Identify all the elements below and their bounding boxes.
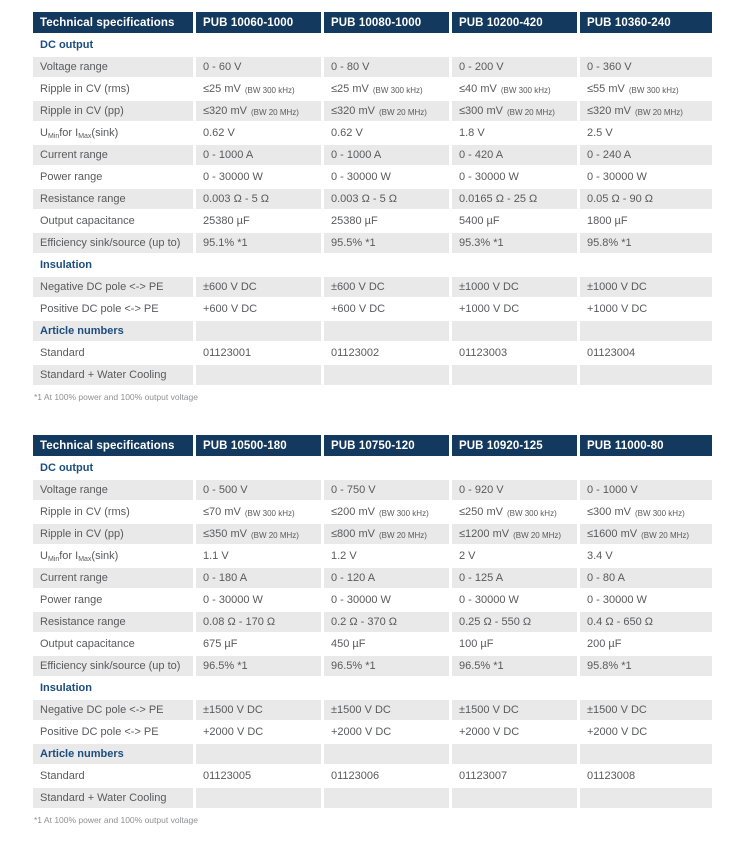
- spec-value: ≤25 mV (BW 300 kHz): [203, 83, 295, 95]
- section-filler-cell: [196, 255, 321, 275]
- spec-value: [196, 365, 321, 385]
- section-filler-cell: [196, 678, 321, 698]
- spec-row: [33, 277, 712, 297]
- spec-label: Efficiency sink/source (up to): [33, 656, 193, 676]
- spec-value: 0.4 Ω - 650 Ω: [580, 612, 712, 632]
- spec-label: Standard + Water Cooling: [33, 365, 193, 385]
- bandwidth-note: (BW 20 MHz): [378, 107, 427, 117]
- spec-value: 0 - 500 V: [196, 480, 321, 500]
- spec-value: 96.5% *1: [196, 656, 321, 676]
- spec-row: [33, 145, 712, 165]
- spec-row: [33, 57, 712, 77]
- table-gap: [33, 402, 712, 435]
- section-filler-cell: [324, 678, 449, 698]
- spec-value: 0 - 1000 V: [580, 480, 712, 500]
- spec-value: 0 - 200 V: [452, 57, 577, 77]
- spec-label: Ripple in CV (pp): [33, 101, 193, 121]
- model-column-header: PUB 10500-180: [196, 435, 321, 456]
- table-header-row: [33, 435, 712, 456]
- spec-value: 01123007: [459, 770, 508, 782]
- spec-value: ±1000 V DC: [452, 277, 577, 297]
- spec-value: ≤320 mV (BW 20 MHz): [580, 101, 712, 121]
- section-filler-cell: [196, 744, 321, 764]
- bandwidth-note: (BW 300 kHz): [244, 508, 295, 518]
- spec-value: [580, 365, 712, 385]
- spec-value: [452, 788, 577, 808]
- spec-label: Current range: [33, 568, 193, 588]
- section-row: [33, 744, 712, 764]
- section-filler-cell: [196, 35, 321, 55]
- spec-value: 0 - 80 V: [324, 57, 449, 77]
- section-row: [33, 321, 712, 341]
- spec-row: [33, 299, 712, 319]
- spec-label: Positive DC pole <-> PE: [40, 726, 159, 738]
- spec-value: 200 µF: [587, 638, 622, 650]
- section-filler-cell: [324, 458, 449, 478]
- spec-value: 0 - 180 A: [196, 568, 321, 588]
- section-filler-cell: [580, 35, 712, 55]
- model-column-header: PUB 11000-80: [580, 435, 712, 456]
- spec-value: 0 - 1000 A: [196, 145, 321, 165]
- spec-value: 0 - 30000 W: [203, 594, 263, 606]
- model-column-header: PUB 10200-420: [452, 12, 577, 33]
- bandwidth-note: (BW 300 kHz): [506, 508, 557, 518]
- section-filler-cell: [452, 255, 577, 275]
- spec-value: ±600 V DC: [196, 277, 321, 297]
- spec-row: [33, 123, 712, 143]
- spec-value: +2000 V DC: [203, 726, 264, 738]
- spec-value: 0 - 30000 W: [203, 171, 263, 183]
- spec-label: Resistance range: [33, 612, 193, 632]
- section-row: [33, 678, 712, 698]
- spec-table-1: [33, 12, 712, 385]
- spec-value: 0 - 30000 W: [459, 594, 519, 606]
- spec-row: [33, 480, 712, 500]
- spec-value: 0 - 30000 W: [587, 594, 647, 606]
- model-column-header: PUB 10360-240: [580, 12, 712, 33]
- spec-value: 0 - 80 A: [580, 568, 712, 588]
- spec-value: 0 - 120 A: [324, 568, 449, 588]
- spec-value: 01123002: [331, 347, 380, 359]
- spec-value: ≤250 mV (BW 300 kHz): [459, 506, 557, 518]
- spec-value: 95.8% *1: [580, 656, 712, 676]
- section-filler-cell: [452, 458, 577, 478]
- section-title: Insulation: [40, 259, 92, 271]
- table-title: Technical specifications: [33, 12, 193, 33]
- spec-value: +1000 V DC: [587, 303, 648, 315]
- spec-label: Standard: [40, 347, 85, 359]
- spec-value: ≤300 mV (BW 20 MHz): [452, 101, 577, 121]
- spec-value: 0.003 Ω - 5 Ω: [324, 189, 449, 209]
- spec-label: U $_{Min}$ for I $_{Max}$ (sink): [40, 550, 119, 563]
- spec-value: 95.8% *1: [580, 233, 712, 253]
- spec-value: ≤200 mV (BW 300 kHz): [331, 506, 429, 518]
- spec-value: 2.5 V: [587, 127, 613, 139]
- spec-label: Output capacitance: [40, 215, 135, 227]
- bandwidth-note: (BW 20 MHz): [506, 107, 555, 117]
- spec-value: ±600 V DC: [324, 277, 449, 297]
- section-title: Insulation: [40, 682, 92, 694]
- spec-value: 0.62 V: [331, 127, 363, 139]
- spec-value: +2000 V DC: [587, 726, 648, 738]
- section-filler-cell: [452, 744, 577, 764]
- spec-label: Voltage range: [33, 57, 193, 77]
- spec-value: ≤70 mV (BW 300 kHz): [203, 506, 295, 518]
- spec-value: 01123003: [459, 347, 508, 359]
- spec-value: 0 - 920 V: [452, 480, 577, 500]
- spec-label: Resistance range: [33, 189, 193, 209]
- spec-value: 100 µF: [459, 638, 494, 650]
- spec-value: [196, 788, 321, 808]
- spec-value: 01123005: [203, 770, 252, 782]
- spec-value: ≤1600 mV (BW 20 MHz): [580, 524, 712, 544]
- table-header-row: [33, 12, 712, 33]
- section-filler-cell: [580, 321, 712, 341]
- spec-label: Ripple in CV (rms): [40, 83, 130, 95]
- bandwidth-note: (BW 300 kHz): [378, 508, 429, 518]
- section-title: Article numbers: [33, 321, 193, 341]
- spec-value: 0.05 Ω - 90 Ω: [580, 189, 712, 209]
- spec-label: Positive DC pole <-> PE: [40, 303, 159, 315]
- spec-value: ≤320 mV (BW 20 MHz): [324, 101, 449, 121]
- spec-value: ≤40 mV (BW 300 kHz): [459, 83, 551, 95]
- section-filler-cell: [324, 255, 449, 275]
- spec-value: ≤800 mV (BW 20 MHz): [324, 524, 449, 544]
- spec-row: [33, 568, 712, 588]
- spec-value: ±1000 V DC: [580, 277, 712, 297]
- spec-row: [33, 502, 712, 522]
- spec-label: Standard: [40, 770, 85, 782]
- spec-value: 3.4 V: [587, 550, 613, 562]
- spec-label: Ripple in CV (pp): [33, 524, 193, 544]
- section-filler-cell: [196, 321, 321, 341]
- spec-value: ≤25 mV (BW 300 kHz): [331, 83, 423, 95]
- spec-value: 01123001: [203, 347, 252, 359]
- spec-value: 2 V: [459, 550, 476, 562]
- spec-row: [33, 365, 712, 385]
- spec-value: 96.5% *1: [324, 656, 449, 676]
- spec-value: 01123004: [587, 347, 636, 359]
- spec-row: [33, 189, 712, 209]
- model-column-header: PUB 10080-1000: [324, 12, 449, 33]
- model-column-header: PUB 10750-120: [324, 435, 449, 456]
- section-title: DC output: [40, 462, 94, 474]
- spec-value: +600 V DC: [331, 303, 386, 315]
- spec-row: [33, 167, 712, 187]
- bandwidth-note: (BW 20 MHz): [378, 530, 427, 540]
- spec-value: 0 - 360 V: [580, 57, 712, 77]
- spec-value: 0 - 30000 W: [331, 171, 391, 183]
- spec-value: +600 V DC: [203, 303, 258, 315]
- spec-label: Negative DC pole <-> PE: [33, 700, 193, 720]
- section-filler-cell: [324, 744, 449, 764]
- spec-value: ≤320 mV (BW 20 MHz): [196, 101, 321, 121]
- spec-value: 0 - 30000 W: [459, 171, 519, 183]
- spec-label: U $_{Min}$ for I $_{Max}$ (sink): [40, 127, 119, 140]
- spec-label: Efficiency sink/source (up to): [33, 233, 193, 253]
- spec-value: 0.08 Ω - 170 Ω: [196, 612, 321, 632]
- spec-value: 96.5% *1: [452, 656, 577, 676]
- spec-value: 01123006: [331, 770, 380, 782]
- spec-value: 0 - 125 A: [452, 568, 577, 588]
- spec-value: 1.1 V: [203, 550, 229, 562]
- spec-value: 1.8 V: [459, 127, 485, 139]
- spec-label: Power range: [40, 594, 103, 606]
- bandwidth-note: (BW 20 MHz): [634, 107, 683, 117]
- spec-table-2: [33, 435, 712, 808]
- section-filler-cell: [580, 678, 712, 698]
- spec-value: ≤1200 mV (BW 20 MHz): [452, 524, 577, 544]
- spec-value: 95.3% *1: [452, 233, 577, 253]
- spec-value: 95.1% *1: [196, 233, 321, 253]
- spec-value: 5400 µF: [459, 215, 500, 227]
- spec-value: 95.5% *1: [324, 233, 449, 253]
- bandwidth-note: (BW 300 kHz): [244, 85, 295, 95]
- spec-value: [324, 788, 449, 808]
- section-filler-cell: [324, 35, 449, 55]
- bandwidth-note: (BW 300 kHz): [634, 508, 685, 518]
- bandwidth-note: (BW 300 kHz): [500, 85, 551, 95]
- spec-row: [33, 524, 712, 544]
- spec-row: [33, 612, 712, 632]
- spec-value: 01123008: [587, 770, 636, 782]
- spec-value: 0.62 V: [203, 127, 235, 139]
- spec-value: ≤300 mV (BW 300 kHz): [587, 506, 685, 518]
- spec-row: [33, 233, 712, 253]
- spec-row: [33, 656, 712, 676]
- model-column-header: PUB 10060-1000: [196, 12, 321, 33]
- spec-value: ≤55 mV (BW 300 kHz): [587, 83, 679, 95]
- spec-value: 0 - 1000 A: [324, 145, 449, 165]
- spec-label: Negative DC pole <-> PE: [33, 277, 193, 297]
- section-row: [33, 255, 712, 275]
- spec-value: 0 - 30000 W: [331, 594, 391, 606]
- section-filler-cell: [452, 678, 577, 698]
- spec-value: [452, 365, 577, 385]
- spec-value: ±1500 V DC: [196, 700, 321, 720]
- bandwidth-note: (BW 20 MHz): [250, 107, 299, 117]
- spec-value: ±1500 V DC: [580, 700, 712, 720]
- spec-label: Voltage range: [33, 480, 193, 500]
- spec-value: 0 - 60 V: [196, 57, 321, 77]
- spec-row: [33, 634, 712, 654]
- section-filler-cell: [580, 458, 712, 478]
- section-filler-cell: [196, 458, 321, 478]
- section-filler-cell: [580, 744, 712, 764]
- spec-row: [33, 722, 712, 742]
- spec-value: [324, 365, 449, 385]
- section-title: DC output: [40, 39, 94, 51]
- bandwidth-note: (BW 20 MHz): [513, 530, 562, 540]
- spec-row: [33, 766, 712, 786]
- spec-value: 0 - 30000 W: [587, 171, 647, 183]
- bandwidth-note: (BW 300 kHz): [628, 85, 679, 95]
- spec-value: +2000 V DC: [459, 726, 520, 738]
- spec-value: 25380 µF: [331, 215, 378, 227]
- table-title: Technical specifications: [33, 435, 193, 456]
- spec-row: [33, 101, 712, 121]
- spec-value: 450 µF: [331, 638, 366, 650]
- model-column-header: PUB 10920-125: [452, 435, 577, 456]
- spec-value: 675 µF: [203, 638, 238, 650]
- spec-label: Standard + Water Cooling: [33, 788, 193, 808]
- spec-label: Current range: [33, 145, 193, 165]
- spec-label: Power range: [40, 171, 103, 183]
- section-filler-cell: [324, 321, 449, 341]
- spec-value: 25380 µF: [203, 215, 250, 227]
- spec-value: 0.25 Ω - 550 Ω: [452, 612, 577, 632]
- spec-row: [33, 700, 712, 720]
- spec-value: 0.2 Ω - 370 Ω: [324, 612, 449, 632]
- spec-value: ≤350 mV (BW 20 MHz): [196, 524, 321, 544]
- spec-label: Output capacitance: [40, 638, 135, 650]
- section-title: Article numbers: [33, 744, 193, 764]
- spec-value: 0 - 420 A: [452, 145, 577, 165]
- spec-row: [33, 79, 712, 99]
- spec-value: +2000 V DC: [331, 726, 392, 738]
- spec-row: [33, 343, 712, 363]
- section-filler-cell: [452, 321, 577, 341]
- spec-value: 1.2 V: [331, 550, 357, 562]
- section-filler-cell: [580, 255, 712, 275]
- spec-value: 0 - 750 V: [324, 480, 449, 500]
- spec-value: 0 - 240 A: [580, 145, 712, 165]
- spec-row: [33, 546, 712, 566]
- spec-value: 1800 µF: [587, 215, 628, 227]
- spec-value: [580, 788, 712, 808]
- spec-value: 0.0165 Ω - 25 Ω: [452, 189, 577, 209]
- spec-row: [33, 211, 712, 231]
- footnote-1: *1 At 100% power and 100% output voltage: [34, 392, 198, 402]
- spec-value: ±1500 V DC: [324, 700, 449, 720]
- section-filler-cell: [452, 35, 577, 55]
- section-row: [33, 458, 712, 478]
- spec-value: ±1500 V DC: [452, 700, 577, 720]
- spec-value: 0.003 Ω - 5 Ω: [196, 189, 321, 209]
- spec-label: Ripple in CV (rms): [40, 506, 130, 518]
- footnote-2: *1 At 100% power and 100% output voltage: [34, 815, 198, 825]
- spec-row: [33, 590, 712, 610]
- bandwidth-note: (BW 20 MHz): [641, 530, 690, 540]
- spec-row: [33, 788, 712, 808]
- section-row: [33, 35, 712, 55]
- bandwidth-note: (BW 300 kHz): [372, 85, 423, 95]
- bandwidth-note: (BW 20 MHz): [250, 530, 299, 540]
- spec-value: +1000 V DC: [459, 303, 520, 315]
